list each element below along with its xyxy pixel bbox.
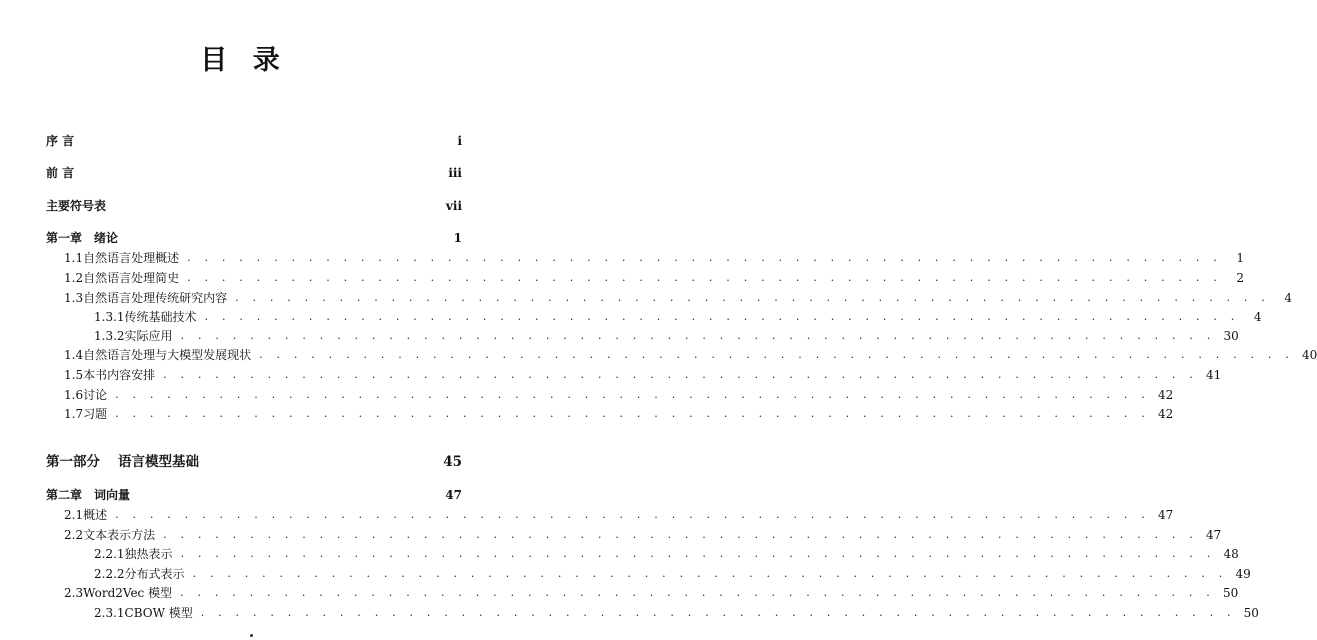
toc-section-2-1[interactable] [64, 505, 1174, 525]
toc-section-1-5[interactable] [64, 365, 1222, 385]
toc-entry-label: 自然语言处理传统研究内容 [83, 291, 228, 305]
dot-leader: . . . . . . . . . . . . . . . . . . . . . . . . . . . . . . . . . . . . . . . . . . . . . . . . . . . . . . . . . . . . [180, 586, 1215, 599]
toc-section-number: 2.2 [64, 528, 84, 542]
toc-entry-page: 48 [1223, 547, 1239, 561]
toc-entry-label: 分布式表示 [124, 567, 185, 581]
toc-entry-label: 文本表示方法 [83, 528, 156, 542]
toc-section-number: 1.4 [64, 348, 84, 362]
toc-part-number: 第一部分 [46, 454, 100, 470]
toc-entry-page: 1 [453, 231, 462, 245]
toc-entry-label: 语言模型基础 [118, 454, 199, 470]
toc-entry-page: iii [448, 166, 462, 180]
toc-subsection-number: 1.3.2 [94, 329, 125, 343]
toc-entry-label: 词向量 [94, 488, 131, 502]
toc-entry-page: 1 [1236, 251, 1245, 265]
dot-leader: . . . . . . . . . . . . . . . . . . . . . . . . . . . . . . . . . . . . . . . . . . . . . . . . . . . . . . . . . . . . [163, 368, 1199, 381]
toc-section-number: 1.6 [64, 388, 84, 402]
toc-chapter-2[interactable] [46, 485, 462, 505]
toc-subsection-1-3-1[interactable] [94, 307, 1262, 327]
toc-entry-page: 4 [1253, 310, 1262, 324]
toc-entry-page: 40 [1302, 348, 1317, 362]
dot-leader: . . . . . . . . . . . . . . . . . . . . . . . . . . . . . . . . . . . . . . . . . . . . . . . . . . . . . . . . . . . . [115, 407, 1151, 420]
toc-entry-page: 47 [1158, 508, 1174, 522]
toc-entry-label: 绪论 [94, 231, 119, 245]
toc-subsection-2-2-2[interactable] [94, 564, 1251, 584]
toc-entry-label: 自然语言处理与大模型发展现状 [83, 348, 252, 362]
toc-section-1-7[interactable] [64, 404, 1174, 424]
toc-subsection-number: 2.3.1 [94, 606, 125, 620]
toc-subsection-1-3-2[interactable] [94, 326, 1239, 346]
dot-leader: . . . . . . . . . . . . . . . . . . . . . . . . . . . . . . . . . . . . . . . . . . . . . . . . . . . . . . . . . . . . [192, 567, 1228, 580]
toc-section-1-4[interactable] [64, 345, 1317, 365]
toc-entry-label: 习题 [83, 407, 108, 421]
dot-leader: . . . . . . . . . . . . . . . . . . . . . . . . . . . . . . . . . . . . . . . . . . . . . . . . . . . . . . . . . . . . [187, 251, 1223, 264]
dot-leader: . . . . . . . . . . . . . . . . . . . . . . . . . . . . . . . . . . . . . . . . . . . . . . . . . . . . . . . . . . . . [204, 310, 1240, 323]
toc-entry-label: 传统基础技术 [124, 310, 197, 324]
toc-entry-label: 概述 [83, 508, 108, 522]
toc-entry-page: 41 [1206, 368, 1222, 382]
toc-subsection-number: 2.2.2 [94, 567, 125, 581]
dot-leader: . . . . . . . . . . . . . . . . . . . . . . . . . . . . . . . . . . . . . . . . . . . . . . . . . . . . . . . . . . . . [187, 271, 1223, 284]
toc-entry-page: 2 [1236, 271, 1245, 285]
toc-section-number: 1.3 [64, 291, 84, 305]
toc-section-1-1[interactable] [64, 248, 1245, 268]
toc-entry-label: 序 言 [46, 134, 75, 148]
toc-entry-label: CBOW 模型 [124, 606, 193, 620]
toc-section-number: 2.3 [64, 586, 84, 600]
dot-leader: . . . . . . . . . . . . . . . . . . . . . . . . . . . . . . . . . . . . . . . . . . . . . . . . . . . . . . . . . . . . [259, 348, 1295, 361]
toc-subsection-number: 2.2.1 [94, 547, 125, 561]
toc-section-2-3[interactable] [64, 583, 1239, 603]
toc-section-1-6[interactable] [64, 385, 1174, 405]
toc-entry-label: 独热表示 [124, 547, 173, 561]
toc-subsection-2-3-1[interactable] [94, 603, 1259, 623]
toc-entry-label: 主要符号表 [46, 199, 107, 213]
toc-section-number: 1.1 [64, 251, 84, 265]
toc-entry-page: 47 [1206, 528, 1222, 542]
dot-leader: . . . . . . . . . . . . . . . . . . . . . . . . . . . . . . . . . . . . . . . . . . . . . . . . . . . . . . . . . . . . [180, 329, 1216, 342]
toc-entry-label: 自然语言处理概述 [83, 251, 180, 265]
toc-section-number: 1.7 [64, 407, 84, 421]
toc-entry-label: 自然语言处理简史 [83, 271, 180, 285]
toc-subsection-number: 1.3.1 [94, 310, 125, 324]
toc-section-1-3[interactable] [64, 288, 1293, 308]
toc-entry-page: 50 [1243, 606, 1259, 620]
toc-entry-label: 讨论 [83, 388, 108, 402]
toc-entry-page: 50 [1223, 586, 1239, 600]
toc-entry-page: i [457, 134, 462, 148]
page-edge-mark [250, 634, 253, 637]
toc-entry-foreword[interactable] [46, 163, 462, 183]
toc-entry-symbols[interactable] [46, 196, 462, 216]
toc-section-1-2[interactable] [64, 268, 1245, 288]
toc-entry-page: 42 [1158, 388, 1174, 402]
toc-entry-preface[interactable] [46, 131, 462, 151]
toc-section-2-2[interactable] [64, 525, 1222, 545]
dot-leader: . . . . . . . . . . . . . . . . . . . . . . . . . . . . . . . . . . . . . . . . . . . . . . . . . . . . . . . . . . . . [200, 606, 1236, 619]
toc-chapter-number: 第二章 [46, 488, 83, 502]
toc-part-1[interactable] [46, 452, 462, 472]
toc-entry-page: 30 [1223, 329, 1239, 343]
toc-chapter-1[interactable] [46, 228, 462, 248]
toc-entry-label: Word2Vec 模型 [83, 586, 173, 600]
toc-entry-page: vii [445, 199, 462, 213]
toc-entry-page: 47 [445, 488, 462, 502]
toc-title: 目 录 [200, 45, 288, 76]
toc-entry-page: 42 [1158, 407, 1174, 421]
toc-entry-page: 49 [1235, 567, 1251, 581]
dot-leader: . . . . . . . . . . . . . . . . . . . . . . . . . . . . . . . . . . . . . . . . . . . . . . . . . . . . . . . . . . . . [235, 291, 1271, 304]
toc-entry-label: 实际应用 [124, 329, 173, 343]
dot-leader: . . . . . . . . . . . . . . . . . . . . . . . . . . . . . . . . . . . . . . . . . . . . . . . . . . . . . . . . . . . . [115, 388, 1151, 401]
toc-section-number: 1.2 [64, 271, 84, 285]
toc-subsection-2-2-1[interactable] [94, 544, 1239, 564]
toc-chapter-number: 第一章 [46, 231, 83, 245]
toc-entry-page: 4 [1284, 291, 1293, 305]
toc-entry-label: 前 言 [46, 166, 75, 180]
dot-leader: . . . . . . . . . . . . . . . . . . . . . . . . . . . . . . . . . . . . . . . . . . . . . . . . . . . . . . . . . . . . [115, 508, 1151, 521]
toc-entry-page: 45 [443, 454, 462, 470]
toc-entry-label: 本书内容安排 [83, 368, 156, 382]
toc-section-number: 2.1 [64, 508, 84, 522]
toc-section-number: 1.5 [64, 368, 84, 382]
dot-leader: . . . . . . . . . . . . . . . . . . . . . . . . . . . . . . . . . . . . . . . . . . . . . . . . . . . . . . . . . . . . [163, 528, 1199, 541]
dot-leader: . . . . . . . . . . . . . . . . . . . . . . . . . . . . . . . . . . . . . . . . . . . . . . . . . . . . . . . . . . . . [180, 547, 1216, 560]
